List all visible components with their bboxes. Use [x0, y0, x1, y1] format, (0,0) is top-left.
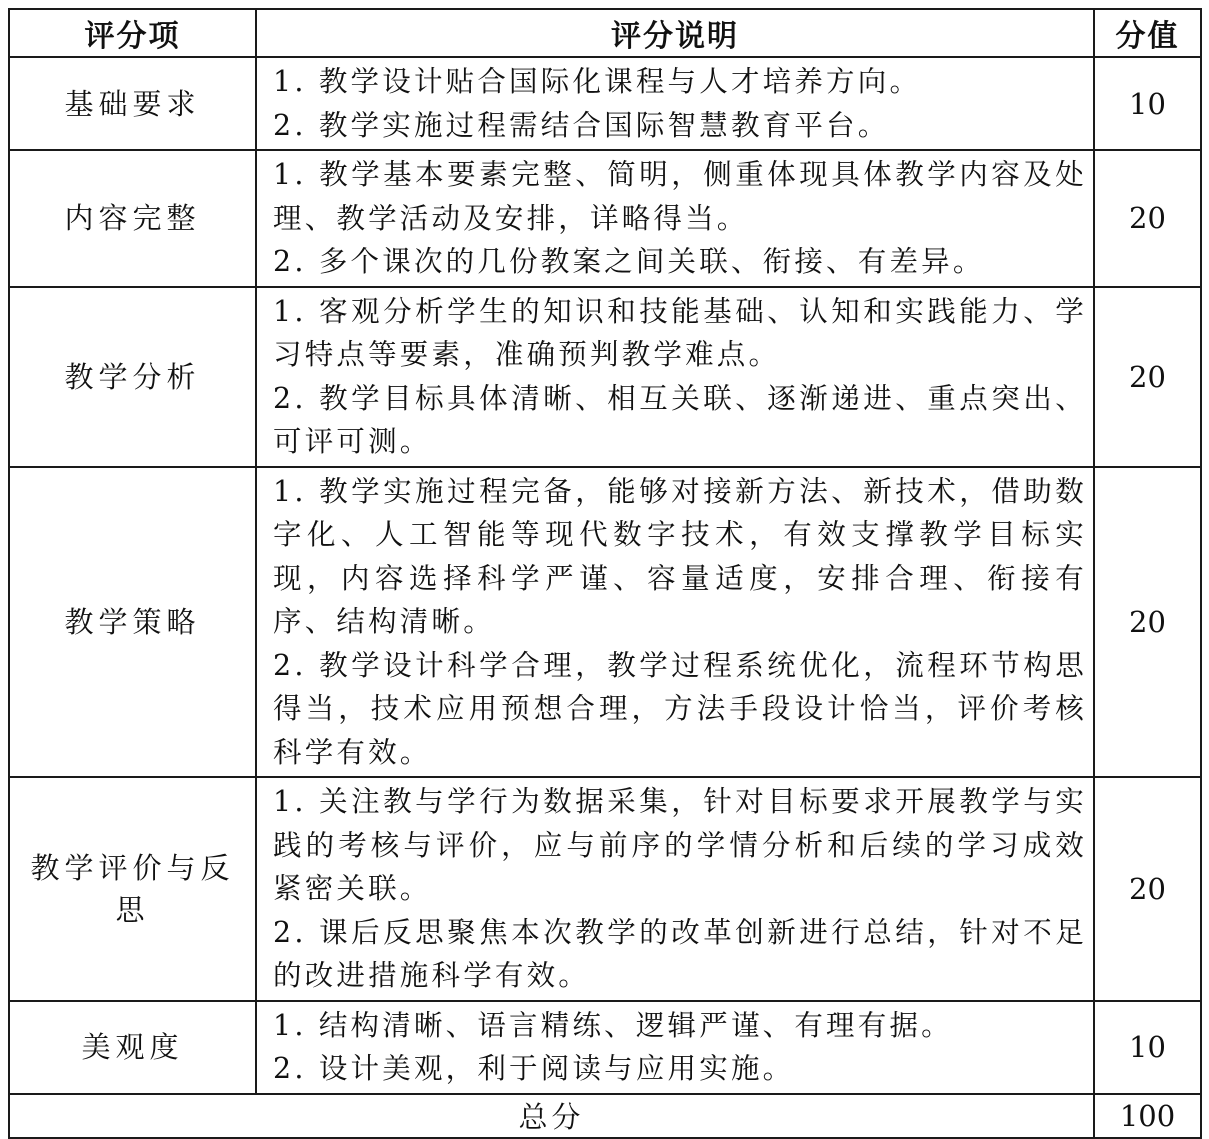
description-line: 1. 教学实施过程完备，能够对接新方法、新技术，借助数字化、人工智能等现代数字技术，有效支撑教学目标实现，内容选择科学严谨、容量适度，安排合理、衔接有序、结构清晰。: [273, 474, 1087, 638]
table-row: [9, 57, 1201, 150]
scoring-table: [8, 8, 1202, 1139]
row-description: [256, 57, 1094, 150]
row-score: 20: [1094, 150, 1201, 287]
description-line: 1. 客观分析学生的知识和技能基础、认知和实践能力、学习特点等要素，准确预判教学难点。: [273, 294, 1087, 371]
row-item: 美观度: [9, 1001, 256, 1094]
header-score: 分值: [1094, 9, 1201, 57]
description-line: 2. 教学设计科学合理，教学过程系统优化，流程环节构思得当，技术应用预想合理，方法手段设计恰当，评价考核科学有效。: [273, 648, 1087, 769]
row-item: 教学评价与反思: [9, 777, 256, 1001]
description-line: 1. 关注教与学行为数据采集，针对目标要求开展教学与实践的考核与评价，应与前序的学情分析和后续的学习成效紧密关联。: [273, 785, 1087, 905]
row-item: 教学分析: [9, 287, 256, 467]
table-row: [9, 777, 1201, 1001]
total-row: [9, 1094, 1201, 1138]
header-description: 评分说明: [256, 9, 1094, 57]
row-score: 10: [1094, 57, 1201, 150]
row-score: 20: [1094, 287, 1201, 467]
table-row: [9, 1001, 1201, 1094]
description-line: 2. 设计美观，利于阅读与应用实施。: [273, 1052, 795, 1085]
table-row: [9, 467, 1201, 778]
row-description: [256, 467, 1094, 778]
row-item: 教学策略: [9, 467, 256, 778]
description-line: 2. 教学目标具体清晰、相互关联、逐渐递进、重点突出、可评可测。: [273, 381, 1087, 458]
row-description: [256, 150, 1094, 287]
row-description: [256, 1001, 1094, 1094]
table-row: [9, 287, 1201, 467]
row-score: 20: [1094, 777, 1201, 1001]
row-score: 20: [1094, 467, 1201, 778]
row-description: [256, 287, 1094, 467]
row-score: 10: [1094, 1001, 1201, 1094]
total-score: 100: [1094, 1094, 1201, 1138]
total-label: 总分: [9, 1094, 1094, 1138]
row-item: 内容完整: [9, 150, 256, 287]
description-line: 2. 教学实施过程需结合国际智慧教育平台。: [273, 108, 890, 142]
description-line: 1. 教学设计贴合国际化课程与人才培养方向。: [273, 65, 922, 98]
header-row: [9, 9, 1201, 57]
table-row: [9, 150, 1201, 287]
row-description: [256, 777, 1094, 1001]
description-line: 1. 教学基本要素完整、简明，侧重体现具体教学内容及处理、教学活动及安排，详略得当。: [273, 158, 1087, 235]
row-item: 基础要求: [9, 57, 256, 150]
description-line: 2. 课后反思聚焦本次教学的改革创新进行总结，针对不足的改进措施科学有效。: [273, 915, 1087, 992]
description-line: 2. 多个课次的几份教案之间关联、衔接、有差异。: [273, 245, 985, 278]
description-line: 1. 结构清晰、语言精练、逻辑严谨、有理有据。: [273, 1008, 953, 1042]
header-item: 评分项: [9, 9, 256, 57]
